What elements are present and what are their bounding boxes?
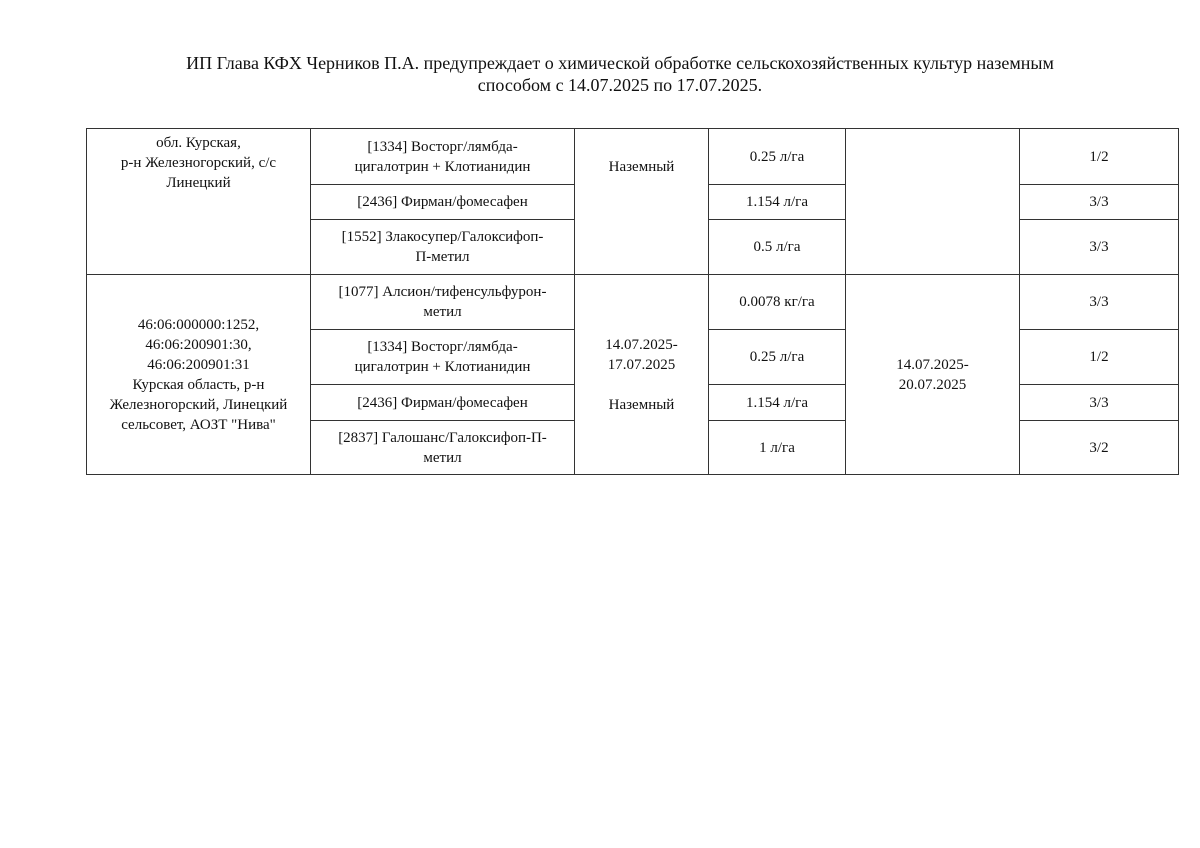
location-line: сельсовет, АОЗТ "Нива" xyxy=(121,416,276,433)
product-line: цигалотрин + Клотианидин xyxy=(354,158,531,175)
location-line: 46:06:000000:1252, xyxy=(137,316,260,333)
hazard-class-cell xyxy=(1020,185,1179,220)
hazard-class-text: 1/2 xyxy=(1089,148,1109,165)
release-date-cell xyxy=(846,129,1020,275)
rate-cell xyxy=(709,421,846,475)
hazard-class-cell xyxy=(1020,129,1179,185)
location-line: 46:06:200901:31 xyxy=(147,356,250,373)
rate-text: 0.25 л/га xyxy=(749,148,805,165)
hazard-class-text: 3/3 xyxy=(1089,194,1109,210)
rate-cell xyxy=(709,275,846,330)
hazard-class-text: 3/3 xyxy=(1089,394,1109,411)
page-title-line-2: способом с 14.07.2025 по 17.07.2025. xyxy=(477,75,763,95)
location-line: 46:06:200901:30, xyxy=(145,336,252,353)
location-cell xyxy=(87,129,311,275)
hazard-class-cell xyxy=(1020,421,1179,475)
table-row xyxy=(87,275,1179,330)
product-cell xyxy=(311,421,575,475)
treatment-schedule-table xyxy=(86,128,1179,475)
location-line: р-н Железногорский, с/с xyxy=(120,155,277,171)
location-line: Линецкий xyxy=(166,175,231,191)
rate-cell xyxy=(709,220,846,275)
rate-text: 0.0078 кг/га xyxy=(739,294,815,310)
product-line: метил xyxy=(423,304,462,320)
hazard-class-cell xyxy=(1020,330,1179,385)
rate-cell xyxy=(709,385,846,421)
product-line: [1334] Восторг/лямбда- xyxy=(367,339,518,355)
rate-cell xyxy=(709,185,846,220)
product-cell xyxy=(311,275,575,330)
product-cell xyxy=(311,185,575,220)
product-line: [2436] Фирман/фомесафен xyxy=(357,194,528,210)
product-line: метил xyxy=(423,449,462,466)
hazard-class-text: 3/3 xyxy=(1089,239,1109,255)
table-row xyxy=(87,129,1179,185)
product-cell xyxy=(311,330,575,385)
location-line: Железногорский, Линецкий xyxy=(109,396,288,413)
rate-text: 1 л/га xyxy=(759,439,795,456)
method-cell xyxy=(575,129,709,275)
release-date-line: 20.07.2025 xyxy=(898,376,967,393)
product-line: П-метил xyxy=(415,249,470,265)
hazard-class-text: 1/2 xyxy=(1089,349,1109,365)
page-title-line-1: ИП Глава КФХ Черников П.А. предупреждает о химической обработке сельскохозяйственных культур наземным xyxy=(186,53,1054,73)
product-line: цигалотрин + Клотианидин xyxy=(354,359,531,375)
hazard-class-text: 3/2 xyxy=(1089,439,1109,456)
location-line: обл. Курская, xyxy=(156,135,241,151)
hazard-class-cell xyxy=(1020,220,1179,275)
release-date-cell xyxy=(846,275,1020,475)
rate-text: 1.154 л/га xyxy=(746,194,808,210)
product-line: [1077] Алсион/тифенсульфурон- xyxy=(338,284,547,300)
product-cell xyxy=(311,385,575,421)
product-line: [1334] Восторг/лямбда- xyxy=(367,138,518,155)
rate-cell xyxy=(709,129,846,185)
hazard-class-cell xyxy=(1020,275,1179,330)
product-cell xyxy=(311,220,575,275)
location-cell xyxy=(87,275,311,475)
page-title xyxy=(120,52,1120,96)
hazard-class-cell xyxy=(1020,385,1179,421)
product-line: [1552] Злакосупер/Галоксифоп- xyxy=(341,229,544,245)
method-text: Наземный xyxy=(608,396,675,413)
product-cell xyxy=(311,129,575,185)
dates-line: 14.07.2025- xyxy=(605,336,678,353)
rate-text: 0.5 л/га xyxy=(753,239,801,255)
release-date-line: 14.07.2025- xyxy=(896,356,969,373)
rate-text: 0.25 л/га xyxy=(749,349,805,365)
location-line: Курская область, р-н xyxy=(132,376,265,393)
product-line: [2436] Фирман/фомесафен xyxy=(357,394,528,411)
product-line: [2837] Галошанс/Галоксифоп-П- xyxy=(338,429,547,446)
rate-text: 1.154 л/га xyxy=(746,394,808,411)
dates-line: 17.07.2025 xyxy=(607,356,676,373)
method-text: Наземный xyxy=(608,159,675,175)
rate-cell xyxy=(709,330,846,385)
spacer xyxy=(585,375,698,395)
method-cell xyxy=(575,275,709,475)
hazard-class-text: 3/3 xyxy=(1089,294,1109,310)
